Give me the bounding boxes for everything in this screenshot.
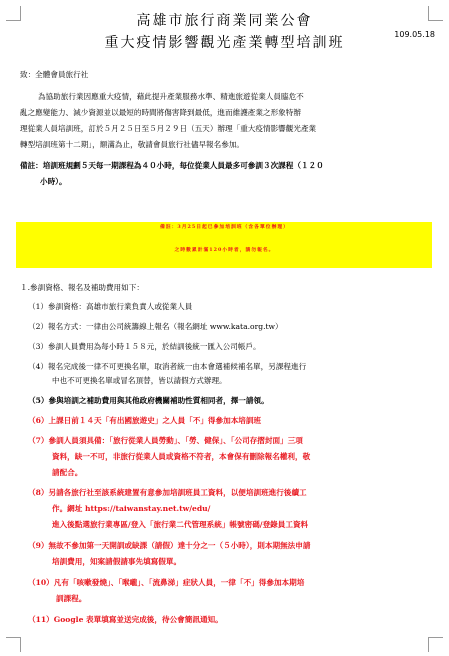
item-8-cont-1: 作。網址 https://taiwanstay.net.tw/edu/ bbox=[52, 504, 211, 513]
item-7-cont-2: 請配合。 bbox=[52, 468, 83, 477]
item-7-cont-1: 資料，缺一不可，非旅行從業人員或資格不符者，本會保有刪除報名權利，敬 bbox=[52, 452, 311, 461]
item-1: （1）參訓資格：高雄市旅行業負責人或從業人員 bbox=[28, 302, 193, 311]
intro-line-3: 理從業人員培訓班，訂於５月２５日至５月２９日（五天）辦理「重大疫情影響觀光產業 bbox=[20, 124, 317, 133]
item-10: （10）凡有「咳嗽發燒」、「喉嚨」、「流鼻涕」症狀人員，一律「不」得參加本期培 bbox=[28, 578, 305, 587]
intro-line-2: 亂之應變能力、減少資源並以最短的時間將傷害降到最低，進而維護產業之形象特辦 bbox=[20, 108, 301, 117]
item-2: （2）報名方式：一律由公司統籌線上報名（報名網址 www.kata.org.tw） bbox=[28, 322, 283, 331]
item-10-cont: 訓課程。 bbox=[56, 594, 87, 603]
item-9-cont: 培訓費用，知案請假請事先填寫假單。 bbox=[52, 557, 182, 566]
intro-line-1: 為協助旅行業因應重大疫情，藉此提升產業服務水準、精進旅遊從業人員臨危不 bbox=[38, 92, 304, 101]
note-line-1: 備註：培訓班規劃５天每一期課程為４０小時，每位從業人員最多可參訓３次課程（１２０ bbox=[20, 161, 324, 170]
note-line-2: 小時）。 bbox=[40, 177, 67, 186]
salutation: 致：全體會員旅行社 bbox=[20, 70, 89, 79]
warning-banner-line-1: 備註：3月25日起已參加培訓班（含各單位辦理） bbox=[160, 224, 289, 230]
crop-mark-bottom-left bbox=[6, 637, 21, 652]
item-5: （5）參與培訓之補助費用與其他政府機關補助性質相同者，擇一請領。 bbox=[28, 396, 269, 405]
item-9: （9）無故不參加第一天開訓或缺課（請假）達十分之一（５小時），則本期無法申請 bbox=[28, 541, 311, 550]
item-3: （3）參訓人員費用為每小時１５８元，於結訓後統一匯入公司帳戶。 bbox=[28, 342, 261, 351]
crop-mark-bottom-right bbox=[428, 637, 443, 652]
document-subtitle: 重大疫情影響觀光產業轉型培訓班 bbox=[104, 35, 345, 51]
item-6: （6）上課日前１４天「有出國旅遊史」之人員「不」得參加本培訓班 bbox=[28, 416, 262, 425]
item-7: （7）參訓人員須具備：「旅行從業人員勞動」、「勞、健保」、「公司存摺封面」三項 bbox=[28, 436, 303, 445]
document-date: 109.05.18 bbox=[394, 30, 435, 39]
item-8-cont-2: 進入後點選旅行業專區/登入「旅行業二代管理系統」帳號密碼/登錄員工資料 bbox=[52, 520, 309, 529]
item-4-cont: 中也不可更換名單或冒名頂替，皆以請假方式辦理。 bbox=[52, 376, 227, 385]
warning-banner-line-2: 之時數累計滿120小時者，請勿報名。 bbox=[174, 247, 275, 253]
section-1-heading: １.參訓資格、報名及補助費用如下： bbox=[20, 283, 144, 292]
item-8: （8）另請各旅行社至該系統建置有意參加培訓班員工資料，以便培訓班進行後續工 bbox=[28, 488, 307, 497]
item-11: （11）Google 表單填寫並送完成後，待公會簡訊通知。 bbox=[28, 615, 223, 624]
document-title: 高雄市旅行商業同業公會 bbox=[136, 13, 313, 29]
item-4: （4）報名完成後一律不可更換名單，取消者統一由本會選補候補名單，另課程進行 bbox=[28, 362, 307, 371]
intro-line-4: 轉型培訓班第十二期」，額滿為止，敬請會員旅行社儘早報名參加。 bbox=[20, 140, 245, 149]
